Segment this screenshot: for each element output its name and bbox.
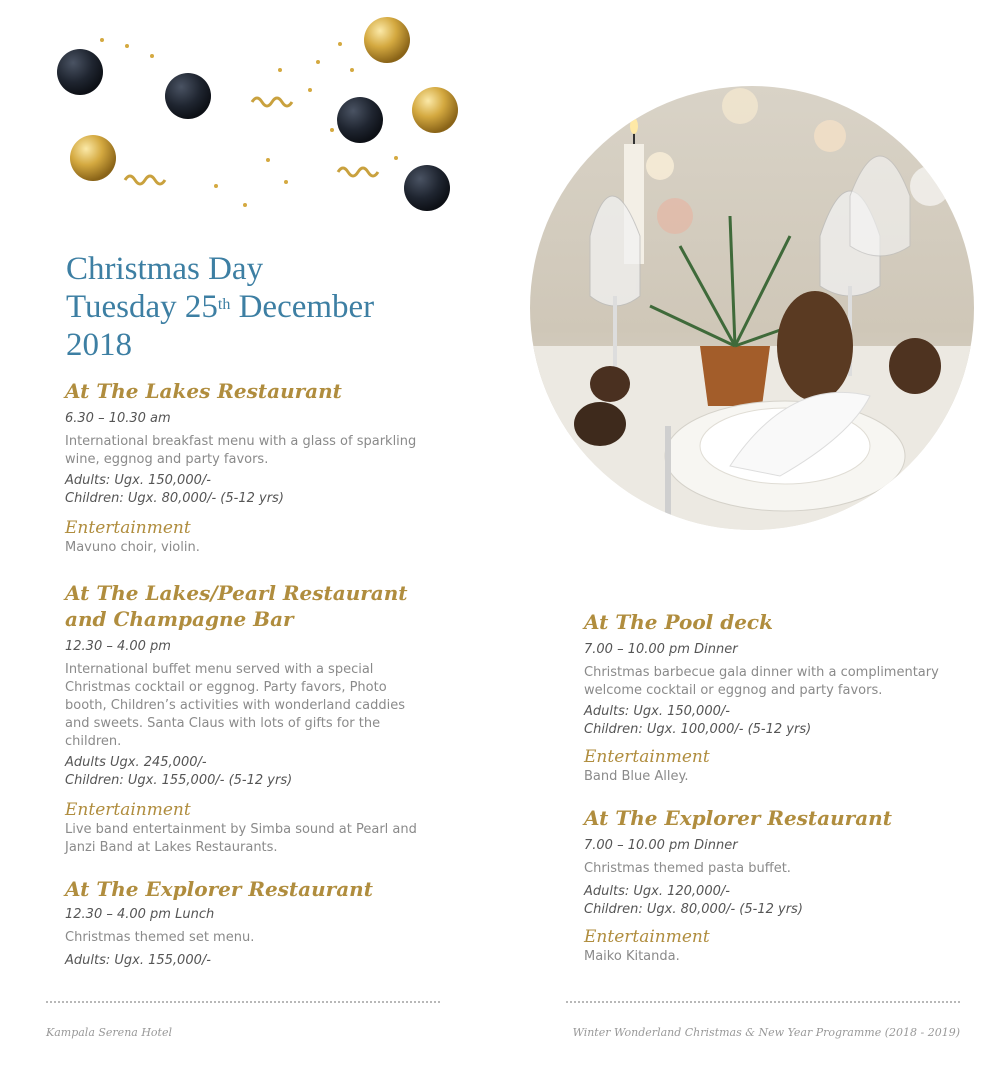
time-text: 12.30 – 4.00 pm Lunch [65,907,215,922]
title-date: Tuesday 25 [66,289,218,325]
description-text: Christmas barbecue gala dinner with a complimentary welcome cocktail or eggnog and party favors. [584,665,939,698]
left-s3 [65,876,425,970]
navy-bauble-icon [404,165,450,211]
description-text: Christmas themed pasta buffet. [584,861,791,876]
title-line-3: 2018 [66,327,132,363]
gold-ribbon-icon [338,168,378,176]
left-s1 [65,378,425,557]
page-title [66,250,374,364]
venue-heading: At The Explorer Restaurant [584,806,892,830]
entertainment-heading: Entertainment [584,747,710,767]
entertainment-heading: Entertainment [584,927,710,947]
footer-programme-title: Winter Wonderland Christmas & New Year Programme (2018 - 2019) [572,1026,960,1039]
title-line-2 [66,288,374,326]
left-s2 [65,580,425,857]
title-date-suffix: th [217,296,231,313]
right-s2 [584,805,944,966]
christmas-ornaments-illustration [40,10,480,220]
venue-heading: At The Pool deck [584,610,773,634]
venue-heading-line-1: At The Lakes/Pearl Restaurant [65,581,408,605]
title-line-1: Christmas Day [66,251,264,287]
gold-ribbon-icon [125,176,165,184]
venue-heading-line-2: and Champagne Bar [65,607,294,631]
table-setting-photo [530,86,974,530]
entertainment-heading: Entertainment [65,518,191,538]
adults-price: Adults Ugx. 245,000/- [65,755,207,770]
gold-bauble-icon [364,17,410,63]
venue-heading: At The Explorer Restaurant [65,877,373,901]
right-s1 [584,609,944,786]
title-month: December [230,289,375,325]
children-price: Children: Ugx. 80,000/- (5-12 yrs) [65,491,284,506]
venue-heading: At The Lakes Restaurant [65,379,342,403]
right-divider [566,1001,960,1003]
description-text: International buffet menu served with a special Christmas cocktail or eggnog. Party favors, Photo booth, Children’s activities with wonderland caddies and sweets. Santa Claus with lots of gifts for the children. [65,662,405,749]
entertainment-text: Mavuno choir, violin. [65,540,200,555]
children-price: Children: Ugx. 100,000/- (5-12 yrs) [584,722,812,737]
footer-hotel-name: Kampala Serena Hotel [46,1026,172,1039]
gold-ribbon-icon [252,98,292,106]
entertainment-text: Band Blue Alley. [584,769,689,784]
navy-bauble-icon [165,73,211,119]
entertainment-heading: Entertainment [65,800,191,820]
adults-price: Adults: Ugx. 155,000/- [65,953,211,968]
navy-bauble-icon [337,97,383,143]
time-text: 7.00 – 10.00 pm Dinner [584,838,738,853]
description-text: International breakfast menu with a glass of sparkling wine, eggnog and party favors. [65,434,417,467]
entertainment-text: Live band entertainment by Simba sound at Pearl and Janzi Band at Lakes Restaurants. [65,822,417,855]
time-text: 6.30 – 10.30 am [65,411,171,426]
time-text: 12.30 – 4.00 pm [65,639,171,654]
left-divider [46,1001,440,1003]
adults-price: Adults: Ugx. 120,000/- [584,884,730,899]
children-price: Children: Ugx. 155,000/- (5-12 yrs) [65,773,293,788]
description-text: Christmas themed set menu. [65,930,255,945]
entertainment-text: Maiko Kitanda. [584,949,680,964]
children-price: Children: Ugx. 80,000/- (5-12 yrs) [584,902,803,917]
time-text: 7.00 – 10.00 pm Dinner [584,642,738,657]
adults-price: Adults: Ugx. 150,000/- [65,473,211,488]
adults-price: Adults: Ugx. 150,000/- [584,704,730,719]
gold-bauble-icon [412,87,458,133]
gold-bauble-icon [70,135,116,181]
navy-bauble-icon [57,49,103,95]
